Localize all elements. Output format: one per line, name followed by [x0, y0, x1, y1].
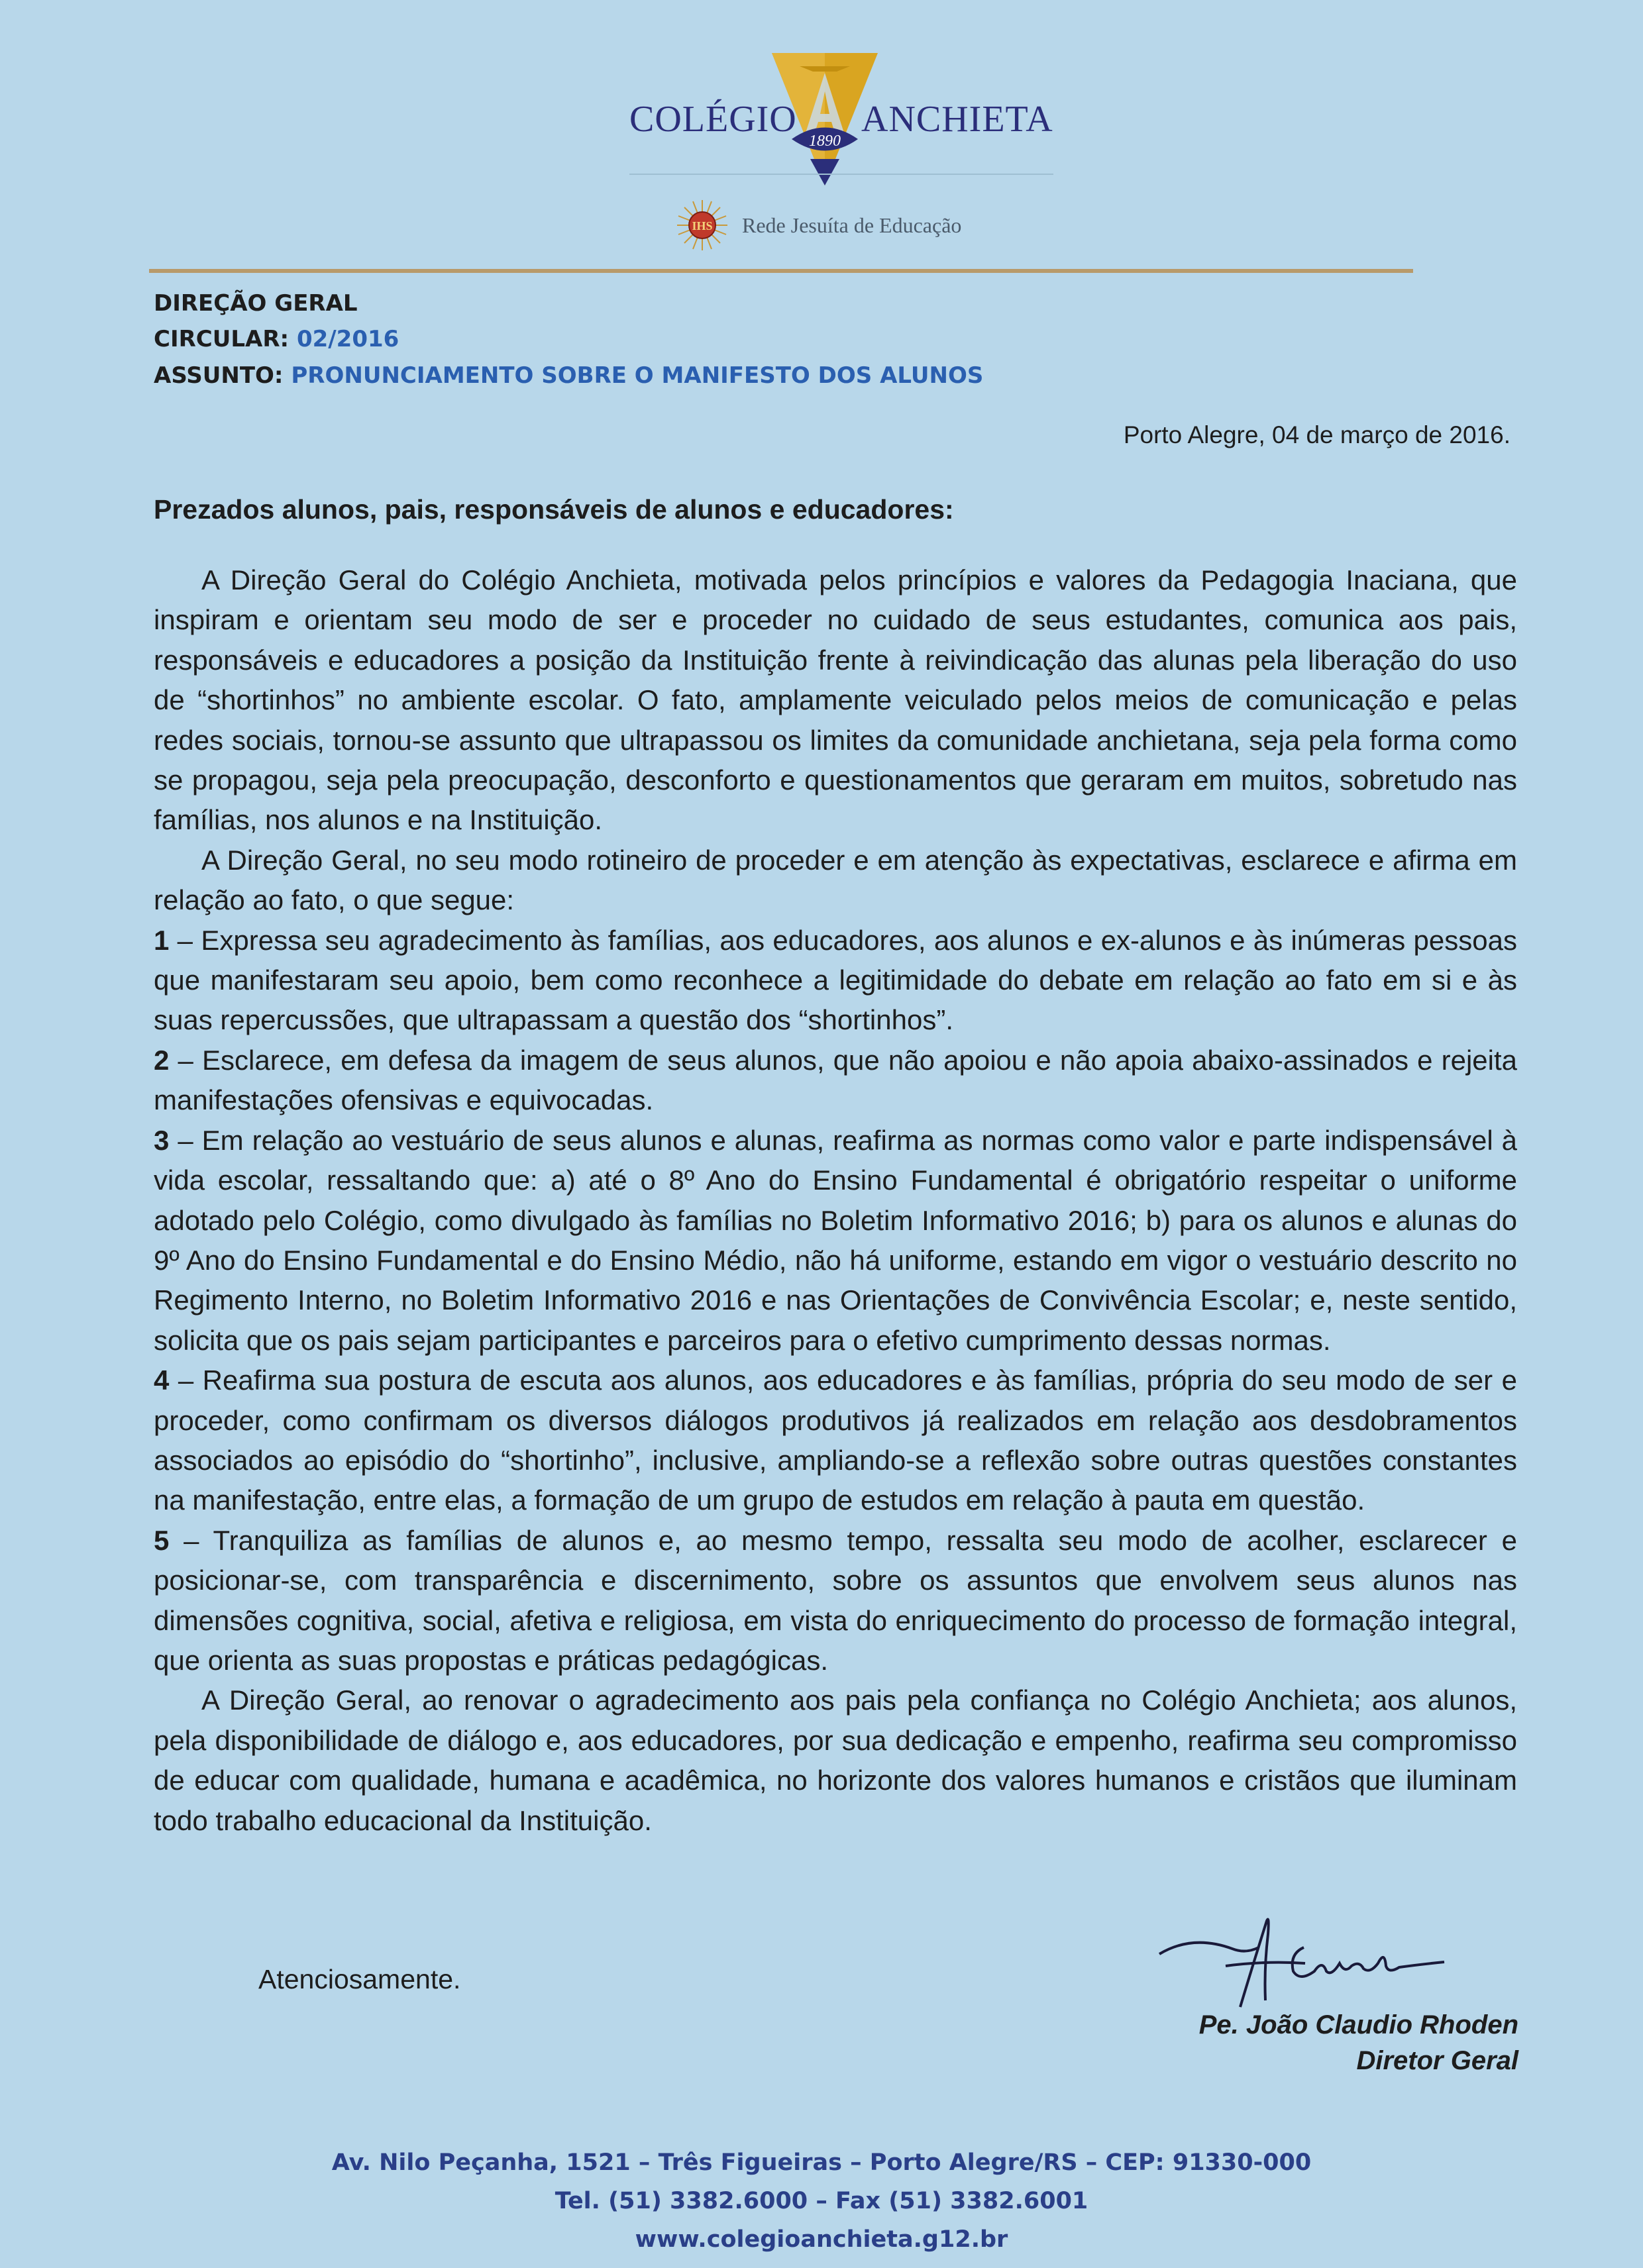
item-number: 4	[154, 1365, 170, 1396]
item-text: – Reafirma sua postura de escuta aos alunos, aos educadores e às famílias, própria do seu modo de ser e proceder, como confirmam os diversos diálogos produtivos já realizados em relação aos desdobramentos associados ao episódio do “shortinho”, inclusive, ampliando-se a reflexão sobre outras questões constantes na manifestação, entre elas, a formação de um grupo de estudos em relação à pauta em questão.	[154, 1365, 1517, 1516]
subject-line	[154, 362, 983, 389]
item-number: 5	[154, 1524, 170, 1556]
header-divider	[149, 269, 1413, 273]
school-logo	[0, 26, 1643, 166]
item-text: – Em relação ao vestuário de seus alunos e alunas, reafirma as normas como valor e parte indispensável à vida escolar, ressaltando que: a) até o 8º Ano do Ensino Fundamental é obrigatório respeitar o uniforme adotado pelo Colégio, como divulgado às famílias no Boletim Informativo 2016; b) para os alunos e alunas do 9º Ano do Ensino Fundamental e do Ensino Médio, não há uniforme, estando em vigor o vestuário descrito no Regimento Interno, no Boletim Informativo 2016 e nas Orientações de Convivência Escolar; e, neste sentido, solicita que os pais sejam participantes e parceiros para o efetivo cumprimento dessas normas.	[154, 1124, 1517, 1356]
item-number: 1	[154, 924, 170, 956]
paragraph-intro: A Direção Geral do Colégio Anchieta, motivada pelos princípios e valores da Pedagogia Inaciana, que inspiram e orientam seu modo de ser e proceder no cuidado de seus estudantes, comunica aos pais, responsáveis e educadores a posição da Instituição frente à reivindicação das alunas pela liberação do uso de “shortinhos” no ambiente escolar. O fato, amplamente veiculado pelos meios de comunicação e pelas redes sociais, tornou-se assunto que ultrapassou os limites da comunidade anchietana, seja pela forma como se propagou, seja pela preocupação, desconforto e questionamentos que geraram em muitos, sobretudo nas famílias, nos alunos e na Instituição.	[154, 564, 1517, 836]
department-line	[154, 290, 358, 317]
list-item-5	[154, 1521, 1517, 1681]
list-item-3	[154, 1121, 1517, 1361]
list-item-4	[154, 1361, 1517, 1521]
letter-body	[154, 560, 1517, 1841]
footer	[0, 2143, 1643, 2259]
list-item-1	[154, 921, 1517, 1041]
circular-label: CIRCULAR:	[154, 326, 290, 352]
handwritten-signature-icon	[1153, 1908, 1458, 2014]
greeting: Prezados alunos, pais, responsáveis de alunos e educadores:	[154, 494, 954, 525]
logo-year: 1890	[809, 132, 841, 150]
sun-seal-icon	[676, 199, 729, 252]
signer-name: Pe. João Claudio Rhoden	[1198, 2010, 1518, 2039]
logo-underline	[629, 174, 1053, 175]
item-text: – Expressa seu agradecimento às famílias, aos educadores, aos alunos e ex-alunos e às inúmeras pessoas que manifestaram seu apoio, bem como reconhece a legitimidade do debate em relação ao fato em si e às suas repercussões, que ultrapassam a questão dos “shortinhos”.	[154, 924, 1517, 1036]
circular-number: 02/2016	[296, 326, 399, 352]
circular-line	[154, 326, 399, 352]
letter-date: Porto Alegre, 04 de março de 2016.	[1123, 421, 1510, 448]
item-text: – Tranquiliza as famílias de alunos e, ao mesmo tempo, ressalta seu modo de acolher, esclarecer e posicionar-se, com transparência e discernimento, sobre os assuntos que envolvem seus alunos nas dimensões cognitiva, social, afetiva e religiosa, em vista do enriquecimento do processo de formação integral, que orienta as suas propostas e práticas pedagógicas.	[154, 1524, 1517, 1676]
subject-label: ASSUNTO:	[154, 362, 284, 389]
logo-text-colegio: COLÉGIO	[629, 99, 797, 140]
signer-block	[1199, 2007, 1518, 2079]
footer-address: Av. Nilo Peçanha, 1521 – Três Figueiras – Porto Alegre/RS – CEP: 91330-000	[331, 2149, 1312, 2176]
item-text: – Esclarece, em defesa da imagem de seus alunos, que não apoiou e não apoia abaixo-assinados e rejeita manifestações ofensivas e equivocadas.	[154, 1044, 1517, 1116]
paragraph-final: A Direção Geral, ao renovar o agradecimento aos pais pela confiança no Colégio Anchieta; aos alunos, pela disponibilidade de diálogo e, aos educadores, por sua dedicação e empenho, reafirma seu compromisso de educar com qualidade, humana e acadêmica, no horizonte dos valores humanos e cristãos que iluminam todo trabalho educacional da Instituição.	[154, 1684, 1517, 1836]
department: DIREÇÃO GERAL	[154, 290, 358, 317]
signer-title: Diretor Geral	[1356, 2046, 1518, 2075]
subject-value: PRONUNCIAMENTO SOBRE O MANIFESTO DOS ALUNOS	[291, 362, 984, 389]
paragraph-lead: A Direção Geral, no seu modo rotineiro de proceder e em atenção às expectativas, esclarece e afirma em relação ao fato, o que segue:	[154, 844, 1517, 916]
network-name: Rede Jesuíta de Educação	[742, 213, 962, 237]
seal-letters: IHS	[692, 219, 713, 232]
list-item-2	[154, 1041, 1517, 1121]
logo-text-anchieta: ANCHIETA	[861, 99, 1053, 140]
item-number: 2	[154, 1044, 170, 1076]
item-number: 3	[154, 1124, 170, 1156]
closing: Atenciosamente.	[258, 1964, 461, 1994]
footer-website: www.colegioanchieta.g12.br	[635, 2226, 1008, 2253]
footer-phone: Tel. (51) 3382.6000 – Fax (51) 3382.6001	[555, 2188, 1088, 2214]
